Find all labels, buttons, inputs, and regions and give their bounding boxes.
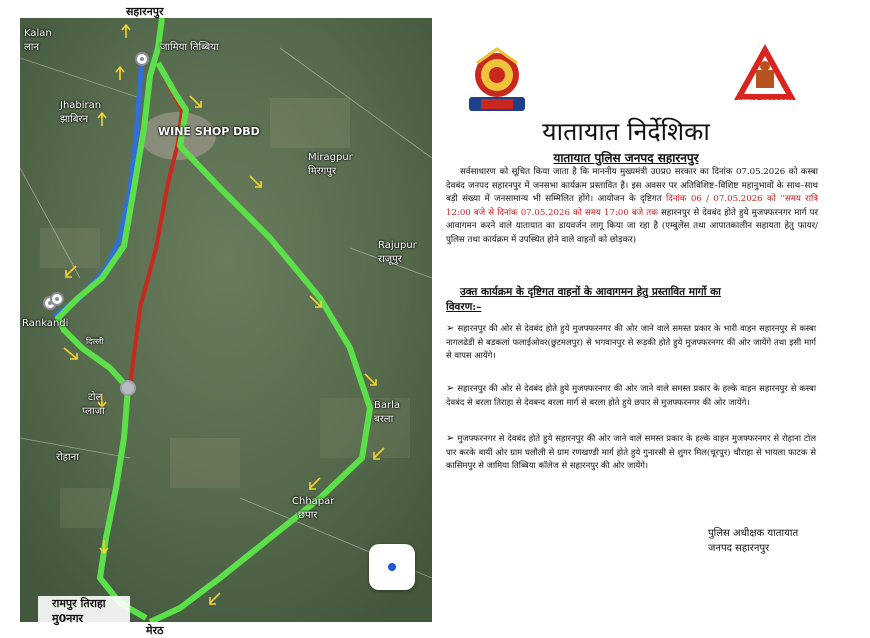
route-item-1 [446, 322, 816, 363]
label-kalan-hi: लान [24, 42, 39, 53]
notice-intro-paragraph [446, 166, 818, 248]
label-road-tag: दिल्ली [86, 337, 104, 346]
up-traffic-logo-icon [732, 42, 798, 106]
routes-heading-line1: उक्त कार्यक्रम के दृष्टिगत वाहनों के आवागमन हेतु प्रस्तावित मार्गो का [460, 286, 721, 298]
label-jamia: जामिया तिब्बिया [160, 42, 219, 53]
map-pin-toll-plaza[interactable] [120, 380, 136, 396]
intro-text-b: सहारनपुर से देवबंद होते हुये मुजफ्फरनगर मार्ग पर आवागमन करने वाले यातायात का डायवर्जन लागू किया जा रहा है (एम्बुलेंस तथा आपातकालीन सहायता हेतु फायर/पुलिस तथा कार्यक्रम में उपस्थित होने वाले वाहनों को छोड़कर) [446, 207, 819, 245]
route-marker-icon: ➢ [446, 323, 455, 334]
label-jhabiran: Jhabiran [60, 100, 102, 111]
traffic-notice [440, 30, 860, 630]
signature-line2: जनपद सहारनपुर [708, 543, 770, 554]
route-marker-icon: ➢ [446, 383, 455, 394]
intro-text-a: सर्वसाधारण को सूचित किया जाता है कि माननीय मुख्यमंत्री उ0प्र0 सरकार का दिनांक 07.05.2026 को कस्बा देवबंद जनपद सहारनपुर में जनसभा कार्यक्रम प्रस्तावित है। इस अवसर पर अतिविशिष्ट–विशिष्ट महानुभावों के साथ–साथ बड़ी संख्या में जनसामान्य भी सम्मिलित होंगे। आयोजन के दृष्टिगत [446, 167, 818, 205]
label-rankandi: Rankandi [22, 318, 69, 329]
label-rajupur: Rajupur [378, 240, 417, 251]
route-item-3-text: मुजफ्फरनगर से देवबंद होते हुये सहारनपुर की ओर जाने वाले समस्त प्रकार के हल्के वाहन मुजफ्फरनगर से रोहाना टोल पार करके बायीं ओर ग्राम घलौली से ग्राम रणखण्डी मार्ग होते हुये गुनारसी से शुगर मिल(चूरपुर) चौराहा से भायला फाटक से कासिमपुर से जामिया तिब्बिया कॉलेज से सहारनपुर की ओर जायेंगे। [446, 433, 816, 471]
map-pin-rankandi-2[interactable] [50, 292, 64, 306]
bottom-left-line1: रामपुर तिराहा [52, 597, 106, 610]
label-rajupur-hi: राजूपुर [378, 254, 402, 265]
label-chhapar-hi: छपार [298, 510, 318, 521]
label-chhapar: Chhapar [292, 496, 335, 507]
route-marker-icon: ➢ [446, 433, 455, 444]
label-plaza: प्लाजा [82, 406, 105, 417]
label-miragpur: Miragpur [308, 152, 353, 163]
route-item-3 [446, 432, 816, 473]
notice-subtitle: यातायात पुलिस जनपद सहारनपुर [553, 151, 699, 165]
signature-block [708, 526, 798, 556]
label-toll: टोल [88, 392, 103, 403]
label-rohana: रोहाना [56, 452, 79, 463]
map-bottom-label: मेरठ [146, 624, 164, 637]
signature-line1: पुलिस अधीक्षक यातायात [708, 528, 799, 539]
label-kalan: Kalan [24, 28, 52, 39]
map-bottom-left-box [38, 596, 130, 632]
my-location-icon [388, 563, 396, 571]
route-map[interactable] [20, 18, 432, 622]
label-jhabiran-hi: झाबिरन [60, 114, 89, 125]
logo-caption: UTTAR PRADESH [736, 99, 794, 106]
label-barla: Barla [374, 400, 401, 411]
my-location-button[interactable] [369, 544, 415, 590]
intro-text-red: दिनांक 06 / 07.05.2026 को ''समय रात्रि 12:00 बजे से दिनांक 07.05.2026 को समय 17:00 बजे तक [446, 194, 819, 218]
routes-heading [446, 285, 818, 315]
label-barla-hi: बरला [374, 414, 394, 425]
up-police-emblem-icon [459, 45, 535, 121]
map-pin-north[interactable] [135, 52, 149, 66]
map-top-label: सहारनपुर [126, 5, 164, 18]
route-item-2 [446, 382, 816, 409]
routes-heading-line2: विवरण:– [446, 301, 482, 313]
route-item-1-text: सहारनपुर की ओर से देवबंद होते हुये मुजफ्फरनगर की ओर जाने वाले समस्त प्रकार के भारी वाहन सहारनपुर से कस्बा नागलढेडी से बडकलां फलाईओवर(छुटमलपुर) से भगवानपुर से रूड़की होते हुये मुजफ्फरनगर की ओर जायेंगे तथा इसी मार्ग से वापस आयेंगे। [446, 323, 816, 361]
route-item-2-text: सहारनपुर की ओर से देवबंद होते हुये मुजफ्फरनगर की ओर जाने वाले समस्त प्रकार के हल्के वाहन सहारनपुर से कस्बा देवबंद से बरला तिराहा से देवबन्द बरला मार्ग से बरला होते हुये छपार से मुजफ्फरनगर की ओर जायेंगे। [446, 383, 816, 407]
label-wine-shop: WINE SHOP DBD [158, 125, 260, 138]
bottom-left-line2: मु0नगर [52, 612, 84, 625]
notice-title: यातायात निर्देशिका [542, 117, 710, 146]
label-miragpur-hi: मिरगपुर [308, 166, 337, 177]
